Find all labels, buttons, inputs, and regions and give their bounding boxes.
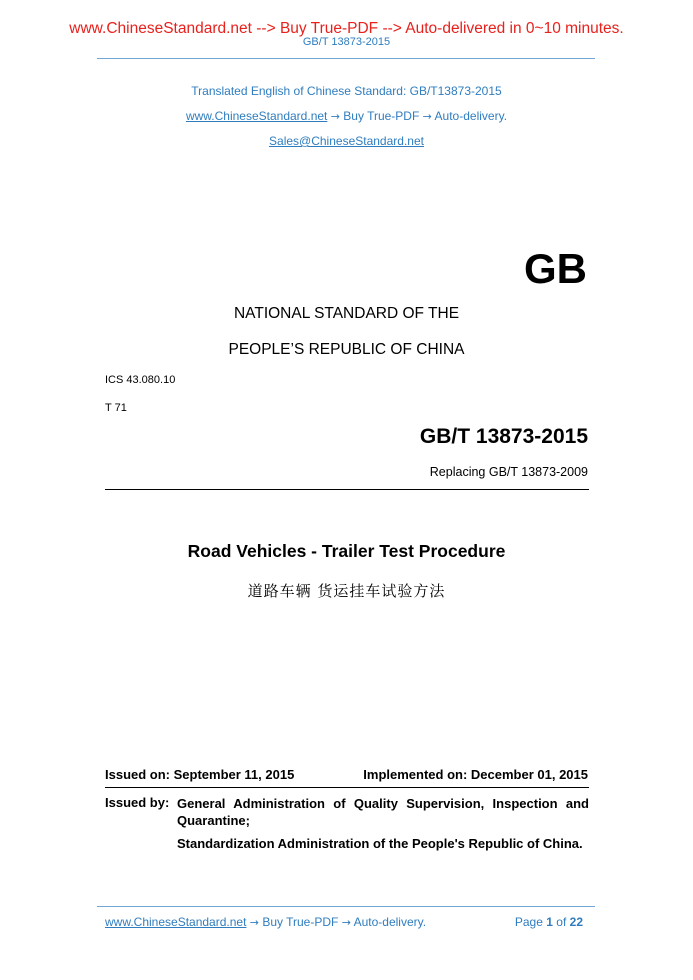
issue-divider — [105, 787, 589, 788]
gb-mark: GB — [524, 245, 587, 292]
promo-line — [0, 109, 693, 123]
replacing-note: Replacing GB/T 13873-2009 — [429, 465, 588, 479]
footer-divider — [97, 906, 595, 907]
email-line — [0, 134, 693, 148]
issued-on: Issued on: September 11, 2015 — [105, 767, 295, 782]
national-standard-line-1: NATIONAL STANDARD OF THE — [233, 305, 460, 322]
national-standard-line-2: PEOPLE’S REPUBLIC OF CHINA — [228, 341, 465, 358]
implemented-on: Implemented on: December 01, 2015 — [363, 767, 588, 782]
sales-email-link[interactable]: Sales@ChineseStandard.net — [269, 134, 424, 148]
title-divider — [105, 489, 589, 490]
arrow-right-icon: → — [330, 110, 340, 123]
page-number: 1 — [546, 915, 553, 929]
auto-delivery-text: Auto-delivery. — [434, 109, 508, 123]
issued-by-label: Issued by: — [105, 795, 170, 810]
site-link[interactable]: www.ChineseStandard.net — [185, 109, 328, 123]
arrow-right-icon: → — [341, 916, 351, 929]
document-title-chinese: 道路车辆 货运挂车试验方法 — [247, 582, 446, 600]
arrow-right-icon: → — [249, 916, 259, 929]
buy-pdf-text: Buy True-PDF — [343, 109, 420, 123]
translation-note: Translated English of Chinese Standard: GB/T13873-2015 — [191, 84, 502, 98]
issuing-authority-1: General Administration of Quality Supervision, Inspection and Quarantine; — [177, 796, 589, 828]
classification-code: T 71 — [105, 402, 127, 414]
footer-promo — [105, 915, 426, 929]
footer-site-link[interactable]: www.ChineseStandard.net — [105, 915, 247, 929]
page-indicator — [515, 915, 583, 929]
header-divider — [97, 58, 595, 59]
issuing-authority-2: Standardization Administration of the People's Republic of China. — [177, 836, 583, 851]
promo-banner[interactable]: www.ChineseStandard.net --> Buy True-PDF --> Auto-delivered in 0~10 minutes. — [69, 20, 624, 37]
total-pages: 22 — [569, 915, 583, 929]
document-title: Road Vehicles - Trailer Test Procedure — [187, 541, 506, 561]
running-header: GB/T 13873-2015 — [302, 36, 391, 48]
ics-code: ICS 43.080.10 — [105, 374, 176, 386]
standard-code: GB/T 13873-2015 — [419, 425, 588, 448]
footer-delivery-text: Auto-delivery. — [353, 915, 427, 929]
of-label: of — [556, 915, 567, 929]
arrow-right-icon: → — [422, 110, 432, 123]
footer-buy-text: Buy True-PDF — [262, 915, 339, 929]
page-label: Page — [514, 915, 543, 929]
